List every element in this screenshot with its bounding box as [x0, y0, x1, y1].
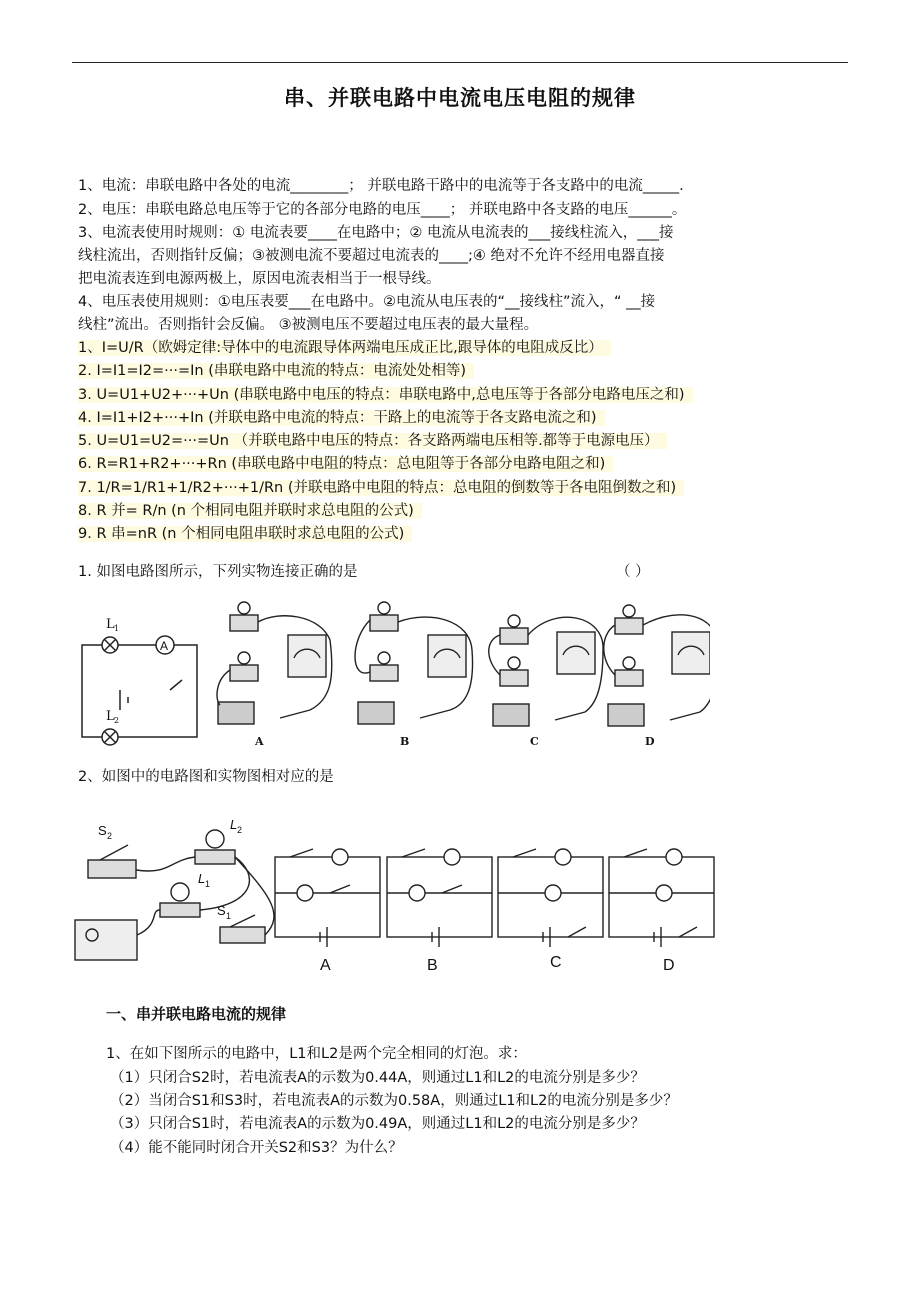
rule-line: 2、电压：串联电路总电压等于它的各部分电路的电压____； 并联电路中各支路的电压______。: [78, 202, 687, 218]
question-2: 2、如图中的电路图和实物图相对应的是: [78, 769, 334, 785]
svg-text:L: L: [230, 817, 238, 832]
formula-line: 7. 1/R=1/R1+1/R2+···+1/Rn (并联电路中电阻的特点：总电阻的倒数等于各电阻倒数之和): [78, 480, 684, 496]
rule-line: 线柱”流出。否则指针会反偏。 ③被测电压不要超过电压表的最大量程。: [78, 317, 539, 333]
svg-text:L: L: [106, 709, 115, 724]
option-label: B: [427, 957, 438, 974]
svg-text:1: 1: [226, 911, 232, 921]
svg-text:2: 2: [237, 825, 243, 835]
rule-line: 3、电流表使用时规则：① 电流表要____在电路中；② 电流从电流表的___接线柱流入，___接: [78, 225, 674, 241]
option-label: C: [530, 735, 539, 748]
svg-text:2: 2: [107, 831, 113, 841]
formula-line: 3. U=U1+U2+···+Un (串联电路中电压的特点：串联电路中,总电压等于各部分电路电压之和): [78, 387, 693, 403]
circuit-diagram: [82, 636, 197, 745]
answer-blank: （ ）: [616, 564, 650, 580]
formula-line: 9. R 串=nR (n 个相同电阻串联时求总电阻的公式): [78, 526, 412, 542]
setup-group: [217, 602, 710, 726]
rule-line: 把电流表连到电源两极上，原因电流表相当于一根导线。: [78, 271, 441, 287]
header-rule: [72, 62, 848, 63]
section-heading: 一、串并联电路电流的规律: [106, 1005, 287, 1023]
svg-text:1: 1: [114, 624, 120, 633]
formula-line: 1、I=U/R（欧姆定律:导体中的电流跟导体两端电压成正比,跟导体的电阻成反比）: [78, 340, 611, 356]
problem-part: （4）能不能同时闭合开关S2和S3？为什么？: [110, 1140, 403, 1156]
q2-figure: [70, 815, 720, 980]
svg-text:1: 1: [205, 879, 211, 889]
rule-line: 4、电压表使用规则：①电压表要___在电路中。②电流从电压表的“__接线柱”流入，“ __接: [78, 294, 656, 310]
formula-line: 2. I=I1=I2=···=In (串联电路中电流的特点：电流处处相等): [78, 363, 474, 379]
option-label: D: [663, 957, 675, 974]
problem-part: （2）当闭合S1和S3时，若电流表A的示数为0.58A，则通过L1和L2的电流分别是多少？: [110, 1093, 678, 1109]
rule-line: 1、电流：串联电路中各处的电流________； 并联电路干路中的电流等于各支路中的电流_____.: [78, 178, 684, 194]
svg-text:L: L: [198, 871, 206, 886]
svg-text:L: L: [106, 617, 115, 632]
problem-part: （3）只闭合S1时，若电流表A的示数为0.49A，则通过L1和L2的电流分别是多少？: [110, 1116, 645, 1132]
q1-figure: [70, 600, 710, 760]
formula-line: 8. R 并= R/n (n 个相同电阻并联时求总电阻的公式): [78, 503, 422, 519]
formula-line: 6. R=R1+R2+···+Rn (串联电路中电阻的特点：总电阻等于各部分电路电阻之和): [78, 456, 613, 472]
option-label: D: [645, 735, 655, 748]
formula-line: 5. U=U1=U2=···=Un （并联电路中电压的特点：各支路两端电压相等.都等于电源电压）: [78, 433, 667, 449]
problem-part: （1）只闭合S2时，若电流表A的示数为0.44A，则通过L1和L2的电流分别是多少？: [110, 1070, 645, 1086]
svg-text:S: S: [217, 903, 226, 918]
svg-text:2: 2: [114, 716, 120, 725]
svg-text:A: A: [160, 639, 169, 653]
formula-line: 4. I=I1+I2+···+In (并联电路中电流的特点：干路上的电流等于各支路电流之和): [78, 410, 605, 426]
option-label: C: [550, 954, 562, 971]
schematics: [275, 849, 714, 947]
physical-setup: [75, 830, 274, 960]
question-1: 1. 如图电路图所示，下列实物连接正确的是: [78, 564, 358, 580]
option-label: A: [255, 735, 264, 748]
option-label: B: [400, 735, 410, 748]
page-title: 串、并联电路中电流电压电阻的规律: [284, 86, 636, 110]
problem-intro: 1、在如下图所示的电路中，L1和L2是两个完全相同的灯泡。求：: [106, 1046, 527, 1062]
rule-line: 线柱流出，否则指针反偏；③被测电流不要超过电流表的____;④ 绝对不允许不经用电器直接: [78, 248, 665, 264]
svg-text:S: S: [98, 823, 107, 838]
option-label: A: [320, 957, 331, 974]
